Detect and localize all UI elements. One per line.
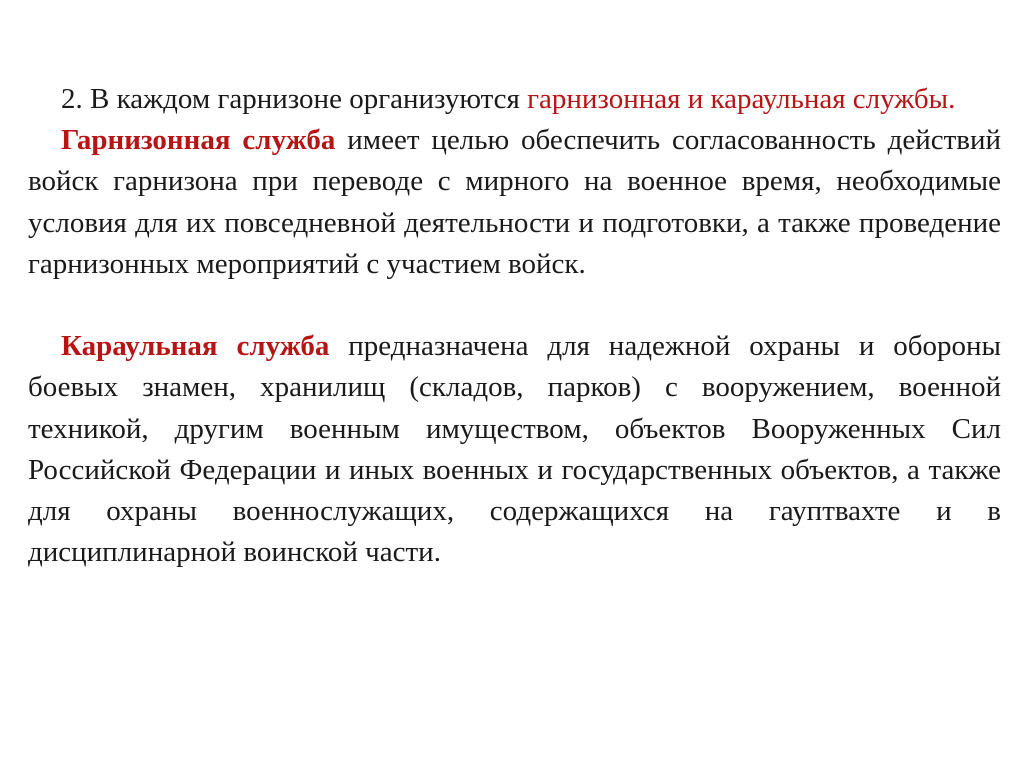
- term-guard-service: Караульная служба: [61, 330, 330, 363]
- paragraph-garrison-service: [28, 120, 1001, 285]
- guard-service-text: предназначена для надежной охраны и обороны боевых знамен, хранилищ (складов, парков) с вооружением, военной техникой, другим военным имуществом, объектов Вооруженных Сил Российской Федерации и иных военных и государственных объектов, а также для охраны военнослужащих, содержащихся на гауптвахте и в дисциплинарной воинской части.: [28, 330, 1001, 569]
- paragraph-spacer: [28, 285, 1001, 326]
- slide-body: [28, 79, 1001, 573]
- paragraph-guard-service: [28, 326, 1001, 573]
- intro-highlight: гарнизонная и караульная службы.: [527, 83, 956, 115]
- garrison-service-text: имеет целью обеспечить согласованность действий войск гарнизона при переводе с мирного на военное время, необходимые условия для их повседневной деятельности и подготовки, а также проведение гарнизонных мероприятий с участием войск.: [28, 124, 1001, 280]
- intro-text: 2. В каждом гарнизоне организуются: [61, 83, 528, 115]
- term-garrison-service: Гарнизонная служба: [61, 124, 336, 157]
- paragraph-intro: [28, 79, 1001, 120]
